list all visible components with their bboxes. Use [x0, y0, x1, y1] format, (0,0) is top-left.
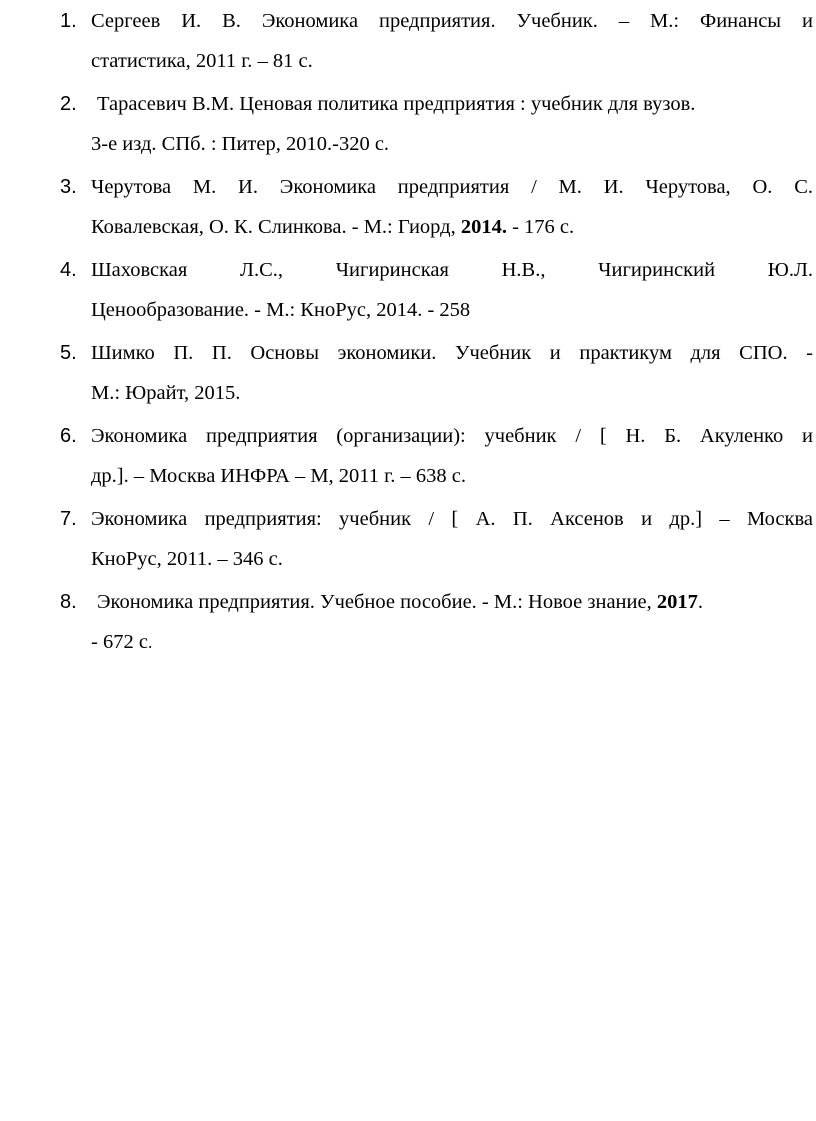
reference-item-6	[60, 415, 813, 498]
reference-line: др.]. – Москва ИНФРА – М, 2011 г. – 638 с.	[91, 465, 466, 487]
reference-line: Сергеев И. В. Экономика предприятия. Учебник. – М.: Финансы и	[91, 10, 813, 32]
reference-text: - 176 с.	[506, 216, 575, 238]
reference-text: - 672 с	[91, 631, 148, 653]
reference-number: 7.	[60, 508, 77, 530]
reference-text-small: .	[147, 633, 153, 652]
reference-line: Шимко П. П. Основы экономики. Учебник и практикум для СПО. -	[91, 342, 813, 364]
reference-item-2	[60, 83, 813, 166]
reference-line: Экономика предприятия (организации): учебник / [ Н. Б. Акуленко и	[91, 425, 813, 447]
reference-line: Тарасевич В.М. Ценовая политика предприятия : учебник для вузов.	[97, 93, 696, 115]
reference-item-7	[60, 498, 813, 581]
reference-number: 5.	[60, 342, 77, 364]
reference-line: М.: Юрайт, 2015.	[91, 382, 241, 404]
reference-number: 6.	[60, 425, 77, 447]
reference-number: 4.	[60, 259, 77, 281]
reference-line: Черутова М. И. Экономика предприятия / М. И. Черутова, О. С.	[91, 176, 813, 198]
reference-number: 1.	[60, 10, 77, 32]
reference-item-3	[60, 166, 813, 249]
reference-line	[91, 207, 813, 247]
reference-item-1	[60, 0, 813, 83]
reference-line	[91, 581, 813, 622]
reference-number: 2.	[60, 93, 77, 115]
reference-number: 8.	[60, 591, 77, 613]
reference-year-bold: 2014.	[460, 216, 507, 238]
reference-line: статистика, 2011 г. – 81 с.	[91, 50, 313, 72]
reference-text: Экономика предприятия. Учебное пособие. - М.: Новое знание,	[97, 591, 657, 613]
reference-line: 3-е изд. СПб. : Питер, 2010.-320 с.	[91, 133, 390, 155]
reference-line: Экономика предприятия: учебник / [ А. П. Аксенов и др.] – Москва	[91, 508, 813, 530]
reference-text: .	[697, 591, 703, 613]
reference-item-8	[60, 581, 813, 664]
reference-line: Шаховская Л.С., Чигиринская Н.В., Чигиринский Ю.Л.	[91, 259, 813, 281]
reference-list	[60, 0, 813, 664]
reference-line	[91, 622, 813, 663]
reference-line: Ценообразование. - М.: КноРус, 2014. - 258	[91, 299, 471, 321]
reference-text: Ковалевская, О. К. Слинкова. - М.: Гиорд,	[91, 216, 461, 238]
reference-year-bold: 2017	[656, 591, 698, 613]
reference-line: КноРус, 2011. – 346 с.	[91, 548, 283, 570]
reference-item-5	[60, 332, 813, 415]
reference-item-4	[60, 249, 813, 332]
reference-number: 3.	[60, 176, 77, 198]
